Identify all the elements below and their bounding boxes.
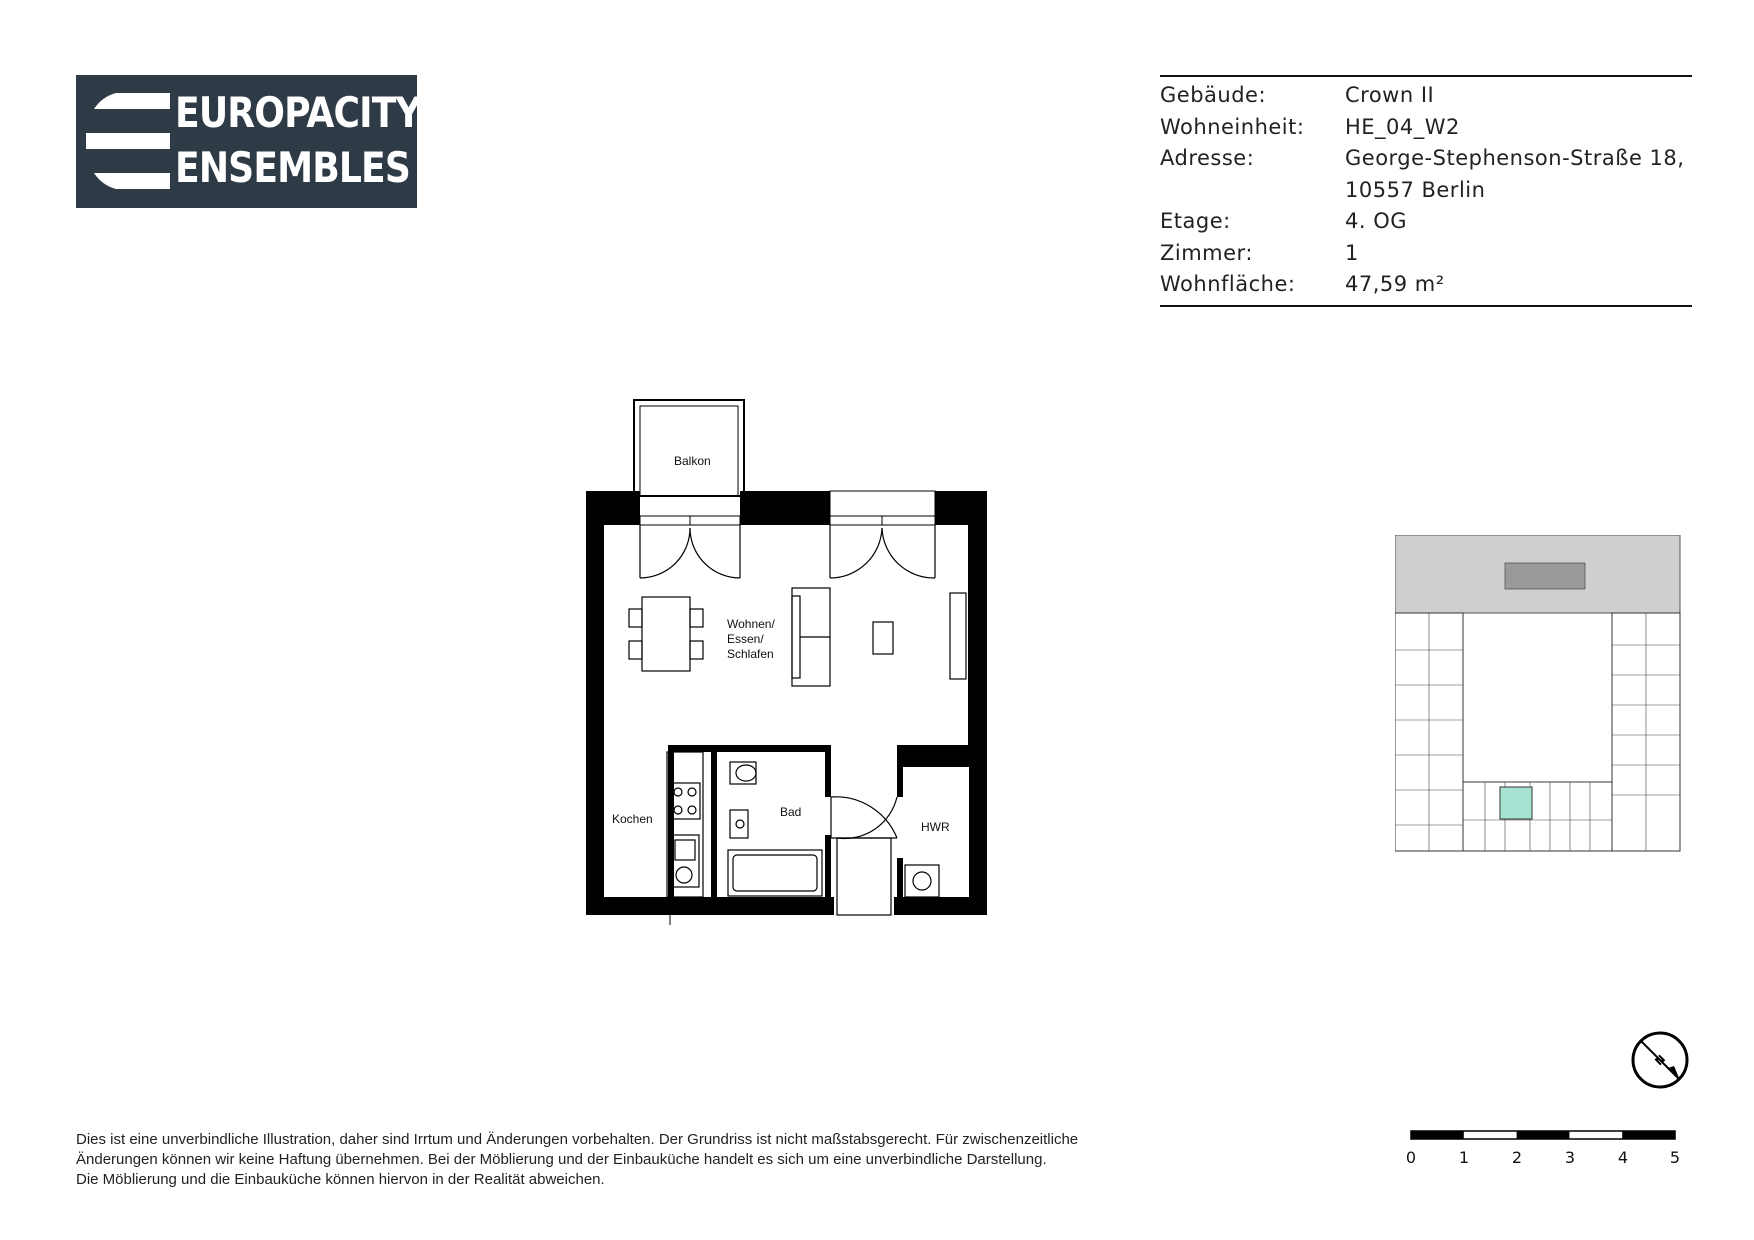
room-label-bad: Bad: [780, 805, 802, 819]
north-letter: N: [1651, 1051, 1668, 1068]
room-label-wohnen-2: Essen/: [727, 632, 764, 646]
info-label: Gebäude:: [1160, 83, 1267, 107]
scale-label: 1: [1458, 1148, 1470, 1167]
scale-bar: [1405, 1128, 1681, 1167]
north-arrow-icon: [1630, 1030, 1690, 1090]
info-value: 1: [1345, 240, 1359, 265]
info-label: Adresse:: [1160, 146, 1255, 170]
key-plan-core: [1505, 563, 1585, 589]
sideboard: [950, 593, 966, 679]
logo-line-2: ENSEMBLES: [175, 143, 411, 192]
room-label-wohnen-1: Wohnen/: [727, 617, 775, 631]
room-label-balkon: Balkon: [674, 454, 711, 468]
room-label-wohnen-3: Schlafen: [727, 647, 774, 661]
bathroom-fixtures: [728, 762, 822, 896]
room-label-hwr: HWR: [921, 820, 950, 834]
side-table: [873, 622, 893, 654]
key-plan-wings: [1395, 613, 1680, 851]
key-plan-highlight-unit: [1500, 787, 1532, 819]
dining-table: [629, 597, 703, 671]
info-value: 47,59 m²: [1345, 272, 1445, 296]
info-label: Wohneinheit:: [1160, 114, 1305, 139]
info-label: Wohnfläche:: [1160, 272, 1296, 296]
info-label: Zimmer:: [1160, 240, 1253, 265]
building-key-plan: [1395, 535, 1685, 855]
scale-label: 5: [1669, 1148, 1681, 1167]
disclaimer: [76, 1130, 1196, 1190]
room-label-kochen: Kochen: [612, 812, 653, 826]
washing-machine: [905, 865, 939, 897]
scale-label: 0: [1405, 1148, 1417, 1167]
disclaimer-line: Änderungen können wir keine Haftung übernehmen. Bei der Möblierung und der Einbauküche handelt es sich um eine unverbindliche Darstellung.: [76, 1151, 1047, 1168]
info-value: 10557 Berlin: [1345, 177, 1486, 202]
balcony: [634, 400, 744, 496]
logo-line-1: EUROPACITY: [175, 88, 421, 137]
info-value: George-Stephenson-Straße 18,: [1345, 146, 1685, 170]
info-label: Etage:: [1160, 209, 1231, 233]
info-value: Crown II: [1345, 83, 1435, 107]
exterior-walls: [586, 491, 987, 915]
info-value: 4. OG: [1345, 209, 1408, 233]
info-value: HE_04_W2: [1345, 114, 1460, 139]
scale-label: 3: [1564, 1148, 1576, 1167]
disclaimer-line: Die Möblierung und die Einbauküche können hiervon in der Realität abweichen.: [76, 1171, 605, 1188]
scale-label: 2: [1511, 1148, 1523, 1167]
scale-bar-graphic: [1410, 1129, 1676, 1143]
scale-label: 4: [1617, 1148, 1629, 1167]
interior-doors: [831, 797, 897, 915]
sofa: [792, 588, 830, 686]
disclaimer-line: Dies ist eine unverbindliche Illustration, daher sind Irrtum und Änderungen vorbehalten. Der Grundriss ist nicht maßstabsgerecht. Für zwischenzeitliche: [76, 1131, 1079, 1148]
door-swings: [640, 525, 935, 578]
